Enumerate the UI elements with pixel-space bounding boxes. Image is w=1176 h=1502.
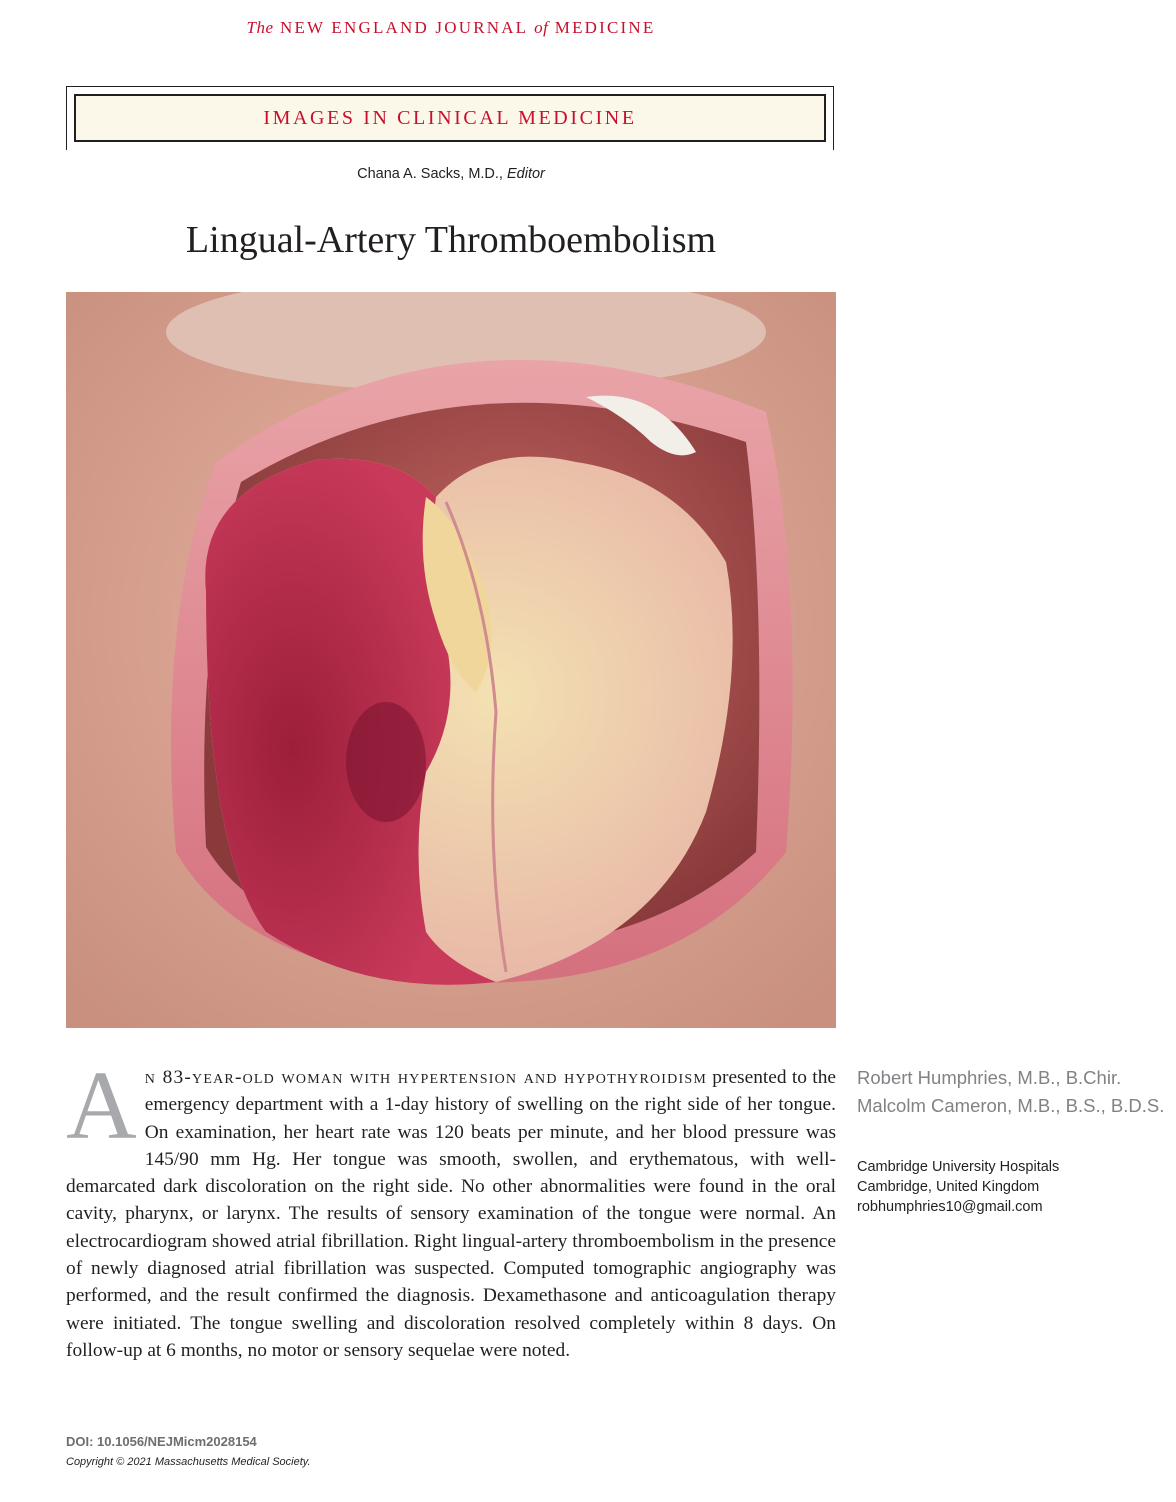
masthead-the: The bbox=[246, 18, 274, 37]
copyright: Copyright © 2021 Massachusetts Medical Society. bbox=[66, 1456, 311, 1468]
tongue-illustration bbox=[66, 292, 836, 1028]
author-list bbox=[857, 1064, 1167, 1119]
section-label: IMAGES IN CLINICAL MEDICINE bbox=[74, 94, 826, 142]
editor-line bbox=[0, 166, 902, 182]
author-1: Robert Humphries, M.B., B.Chir. bbox=[857, 1067, 1122, 1088]
section-banner bbox=[66, 86, 834, 150]
masthead-name: NEW ENGLAND JOURNAL bbox=[279, 18, 528, 37]
masthead-of: of bbox=[534, 18, 549, 37]
article-title: Lingual-Artery Thromboembolism bbox=[185, 219, 717, 261]
doi[interactable]: DOI: 10.1056/NEJMicm2028154 bbox=[66, 1434, 257, 1449]
affiliation-institution: Cambridge University Hospitals bbox=[857, 1159, 1060, 1175]
article-body bbox=[66, 1052, 836, 1364]
body-paragraph: presented to the emergency department with a 1-day history of swelling on the right side of her tongue. On examination, her heart rate was 120 beats per minute, and her blood pressure was 145/90 mm Hg. Her tongue was smooth, swollen, and erythematous, with well-demarcated dark discoloration on the right side. No other abnormalities were found in the oral cavity, pharynx, or larynx. The results of sensory examination of the tongue were normal. An electrocardiogram showed atrial fibrillation. Right lingual-artery thromboembolism in the presence of newly diagnosed atrial fibrillation was suspected. Computed tomographic angiography was performed, and the result confirmed the diagnosis. Dexamethasone and anticoagulation therapy were initiated. The tongue swelling and discoloration resolved completely within 8 days. On follow-up at 6 months, no motor or sensory sequelae were noted. bbox=[66, 1067, 836, 1361]
author-2: Malcolm Cameron, M.B., B.S., B.D.S. bbox=[857, 1094, 1165, 1116]
affiliation-location: Cambridge, United Kingdom bbox=[857, 1179, 1040, 1195]
affiliation bbox=[857, 1157, 1167, 1217]
masthead-name2: MEDICINE bbox=[554, 18, 656, 37]
lead-in: n 83-year-old woman with hypertension and hypothyroidism bbox=[144, 1067, 707, 1088]
journal-masthead bbox=[0, 18, 902, 38]
drop-cap: A bbox=[66, 1052, 137, 1160]
editor-role: Editor bbox=[507, 166, 545, 182]
clinical-photo-tongue bbox=[66, 292, 836, 1028]
editor-name: Chana A. Sacks, M.D., bbox=[357, 166, 503, 182]
author-email[interactable]: robhumphries10@gmail.com bbox=[857, 1199, 1043, 1215]
